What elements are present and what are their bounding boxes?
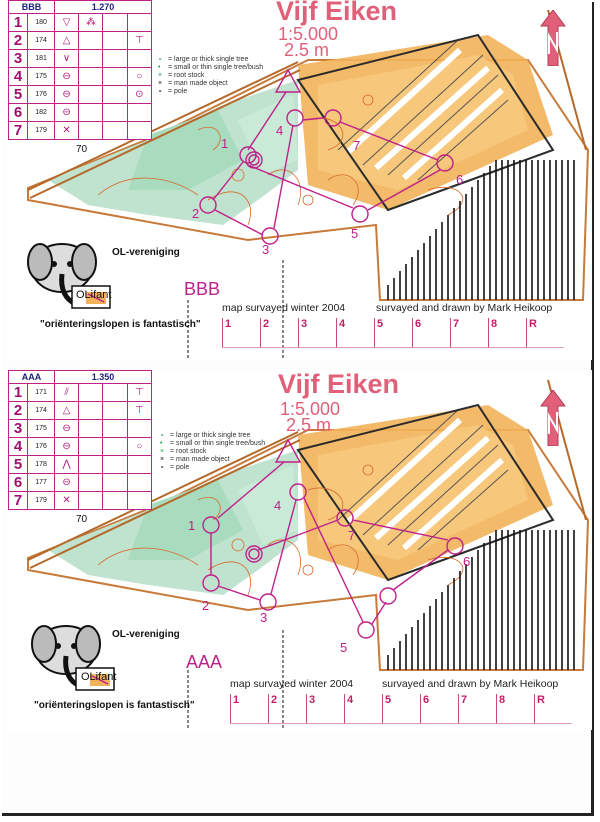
punch-card-row	[222, 318, 564, 348]
control-row: 3 175 ⊖	[9, 420, 152, 438]
punch-box: R	[534, 694, 572, 724]
control-description-sheet	[8, 370, 152, 510]
punch-box: R	[526, 318, 564, 348]
course-code-label: AAA	[186, 652, 223, 672]
pole-icon: ∘	[158, 88, 163, 95]
svg-text:3: 3	[260, 610, 268, 625]
control-row: 1 180 ▽ ⁂	[9, 14, 152, 32]
control-row: 4 175 ⊖ ○	[9, 68, 152, 86]
legend-item: • = small or thin single tree/bush	[158, 64, 264, 71]
legend-item: × = man made object	[158, 80, 228, 87]
legend-item: × = root stock	[158, 72, 205, 79]
man-made-object-icon: ×	[158, 80, 163, 87]
north-arrow-icon	[538, 10, 568, 66]
control-row: 1 171 ⫽ ⊤	[9, 384, 152, 402]
svg-text:5: 5	[351, 226, 359, 241]
course-code-label: BBB	[184, 279, 221, 299]
map-legend	[160, 432, 265, 472]
tree-circle-icon: ∘	[158, 56, 163, 63]
legend-item: ∘ = pole	[160, 464, 190, 471]
bush-dot-icon: •	[160, 440, 163, 447]
legend-item: ∘ = pole	[158, 88, 188, 95]
orienteering-map-bbb	[8, 0, 592, 360]
map-legend	[158, 56, 263, 96]
tree-circle-icon: ∘	[160, 432, 165, 439]
svg-text:4: 4	[274, 498, 282, 513]
punch-box: 2	[268, 694, 306, 724]
survey-note: map survayed winter 2004	[230, 678, 354, 690]
map-scale: 1:5.000	[280, 399, 341, 419]
svg-text:1: 1	[188, 518, 196, 533]
north-arrow-icon	[538, 390, 568, 446]
control-row: 6 182 ⊖	[9, 104, 152, 122]
course-length-header: 1.270	[54, 1, 151, 14]
legend-item: ∘ = large or thick single tree	[158, 56, 249, 63]
punch-box: 1	[222, 318, 260, 348]
svg-text:4: 4	[276, 123, 284, 138]
svg-text:7: 7	[348, 528, 356, 543]
svg-text:5: 5	[340, 640, 348, 655]
punch-box: 8	[496, 694, 534, 724]
punch-box: 3	[298, 318, 336, 348]
control-row: 4 176 ⊖ ○	[9, 438, 152, 456]
control-row: 2 174 △ ⊤	[9, 402, 152, 420]
svg-text:1: 1	[221, 136, 229, 151]
club-name: OL-vereniging	[112, 247, 180, 258]
punch-box: 5	[374, 318, 412, 348]
club-mascot-name: OLifant	[81, 671, 117, 683]
course-code-header: BBB	[9, 1, 55, 14]
root-stock-icon: ×	[160, 448, 165, 455]
map-title: Vijf Eiken	[278, 370, 400, 399]
punch-box: 2	[260, 318, 298, 348]
survey-note: map survayed winter 2004	[222, 302, 346, 314]
course-code-header: AAA	[9, 371, 55, 384]
punch-box: 6	[412, 318, 450, 348]
punch-box: 6	[420, 694, 458, 724]
pole-icon: ∘	[160, 464, 165, 471]
control-row: 5 176 ⊖ ⊙	[9, 86, 152, 104]
punch-box: 5	[382, 694, 420, 724]
legend-item: • = small or thin single tree/bush	[160, 440, 266, 447]
finish-distance: 70	[76, 144, 88, 155]
punch-box: 8	[488, 318, 526, 348]
club-name: OL-vereniging	[112, 629, 180, 640]
control-row: 5 178 ⋀	[9, 456, 152, 474]
control-row: 7 179 ✕	[9, 492, 152, 510]
club-motto: "oriënteringslopen is fantastisch"	[34, 700, 195, 711]
man-made-object-icon: ×	[160, 456, 165, 463]
drawn-by-note: survayed and drawn by Mark Heikoop	[376, 302, 553, 314]
svg-text:2: 2	[192, 206, 200, 221]
map-scale: 1:5.000	[278, 24, 339, 44]
map-contour-interval: 2.5 m	[286, 415, 332, 435]
punch-box: 3	[306, 694, 344, 724]
drawn-by-note: survayed and drawn by Mark Heikoop	[382, 678, 559, 690]
svg-text:2: 2	[202, 598, 210, 613]
punch-box: 4	[336, 318, 374, 348]
course-length-header: 1.350	[54, 371, 151, 384]
club-motto: "oriënteringslopen is fantastisch"	[40, 319, 201, 330]
punch-box: 7	[458, 694, 496, 724]
root-stock-icon: ×	[158, 72, 163, 79]
control-description-sheet	[8, 0, 152, 140]
svg-text:70: 70	[76, 514, 88, 525]
control-row: 7 179 ✕	[9, 122, 152, 140]
svg-text:6: 6	[456, 172, 464, 187]
map-contour-interval: 2.5 m	[284, 40, 330, 60]
svg-text:6: 6	[463, 554, 471, 569]
punch-box: 4	[344, 694, 382, 724]
control-row: 3 181 ∨	[9, 50, 152, 68]
legend-item: × = man made object	[160, 456, 230, 463]
map-title: Vijf Eiken	[276, 0, 398, 26]
legend-item: ∘ = large or thick single tree	[160, 432, 251, 439]
control-row: 2 174 △ ⊤	[9, 32, 152, 50]
punch-box: 7	[450, 318, 488, 348]
club-mascot-name: OLifant	[76, 289, 112, 301]
legend-item: × = root stock	[160, 448, 207, 455]
control-row: 6 177 ⊖	[9, 474, 152, 492]
svg-text:7: 7	[353, 138, 361, 153]
punch-card-row	[230, 694, 572, 724]
svg-text:3: 3	[262, 242, 270, 257]
orienteering-map-aaa	[8, 370, 592, 730]
punch-box: 1	[230, 694, 268, 724]
bush-dot-icon: •	[158, 64, 161, 71]
